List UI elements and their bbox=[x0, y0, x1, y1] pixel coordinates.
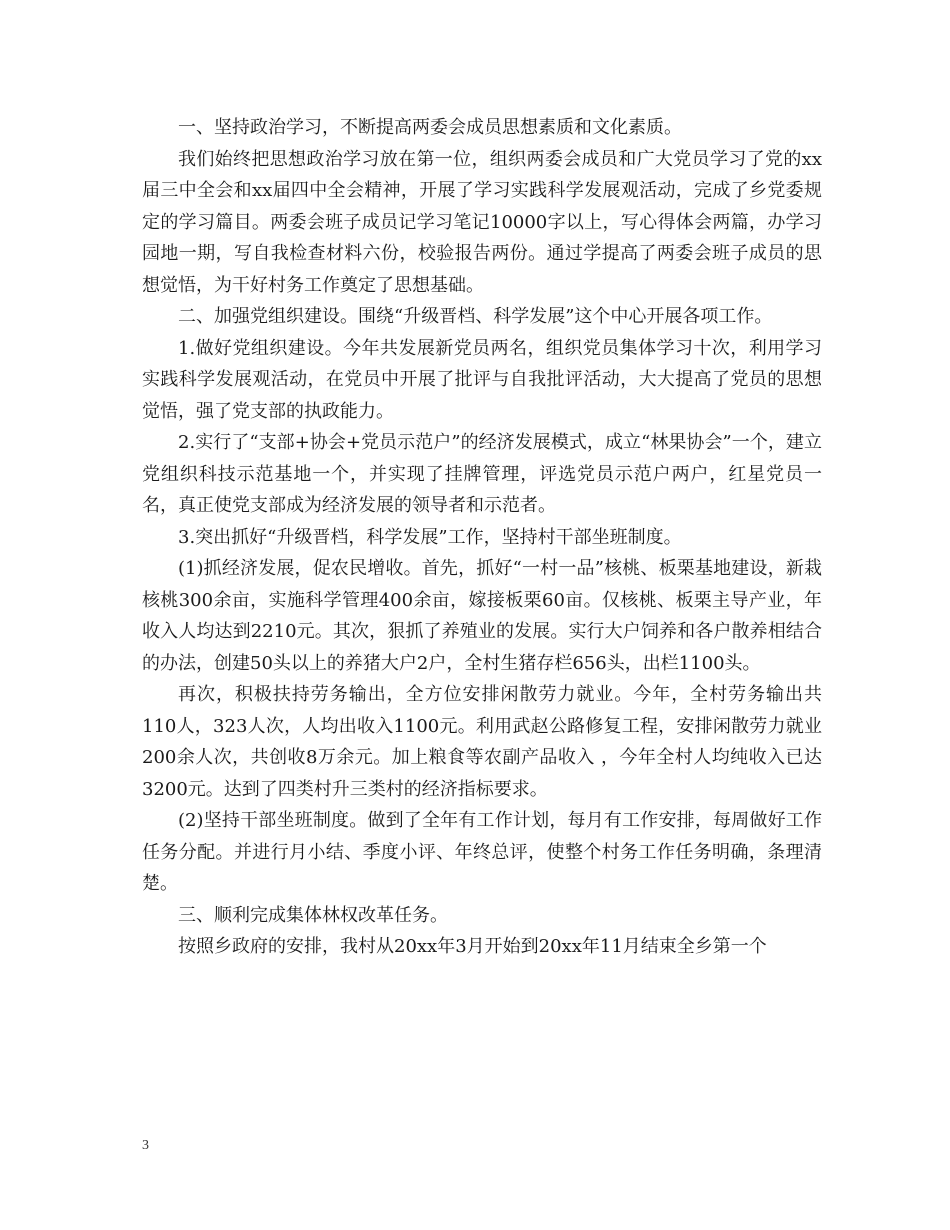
paragraph: (1)抓经济发展，促农民增收。首先，抓好“一村一品”核桃、板栗基地建设，新栽核桃300余亩，实施科学管理400余亩，嫁接板栗60亩。仅核桃、板栗主导产业，年收入人均达到2210元。其次，狠抓了养殖业的发展。实行大户饲养和各户散养相结合的办法，创建50头以上的养猪大户2户，全村生猪存栏656头，出栏1100头。 bbox=[142, 558, 822, 674]
paragraph: 再次，积极扶持劳务输出，全方位安排闲散劳力就业。今年，全村劳务输出共110人，323人次，人均出收入1100元。利用武赵公路修复工程，安排闲散劳力就业200余人次，共创收8万余元。加上粮食等农副产品收入 ，今年全村人均纯收入已达3200元。达到了四类村升三类村的经济指标要求。 bbox=[142, 684, 822, 800]
section-heading-3: 三、顺利完成集体林权改革任务。 bbox=[178, 904, 448, 926]
page-number: 3 bbox=[142, 1138, 149, 1153]
section-heading-1: 一、坚持政治学习，不断提高两委会成员思想素质和文化素质。 bbox=[178, 117, 682, 138]
paragraph: 2.实行了“支部+协会+党员示范户”的经济发展模式，成立“林果协会”一个，建立党组织科技示范基地一个，并实现了挂牌管理，评选党员示范户两户，红星党员一名，真正使党支部成为经济发展的领导者和示范者。 bbox=[142, 432, 822, 516]
paragraph: 1.做好党组织建设。今年共发展新党员两名，组织党员集体学习十次，利用学习实践科学发展观活动，在党员中开展了批评与自我批评活动，大大提高了党员的思想觉悟，强了党支部的执政能力。 bbox=[142, 337, 822, 422]
document-body bbox=[142, 112, 822, 963]
paragraph: 按照乡政府的安排，我村从20xx年3月开始到20xx年11月结束全乡第一个 bbox=[178, 936, 767, 957]
paragraph: 3.突出抓好“升级晋档，科学发展”工作，坚持村干部坐班制度。 bbox=[178, 526, 682, 548]
paragraph: 我们始终把思想政治学习放在第一位，组织两委会成员和广大党员学习了党的xx届三中全会和xx届四中全会精神，开展了学习实践科学发展观活动，完成了乡党委规定的学习篇目。两委会班子成员记学习笔记10000字以上，写心得体会两篇，办学习园地一期，写自我检查材料六份，校验报告两份。通过学提高了两委会班子成员的思想觉悟，为干好村务工作奠定了思想基础。 bbox=[142, 148, 822, 296]
paragraph: (2)坚持干部坐班制度。做到了全年有工作计划，每月有工作安排，每周做好工作任务分配。并进行月小结、季度小评、年终总评，使整个村务工作任务明确，条理清楚。 bbox=[142, 810, 822, 894]
section-heading-2: 二、加强党组织建设。围绕“升级晋档、科学发展”这个中心开展各项工作。 bbox=[178, 306, 773, 327]
